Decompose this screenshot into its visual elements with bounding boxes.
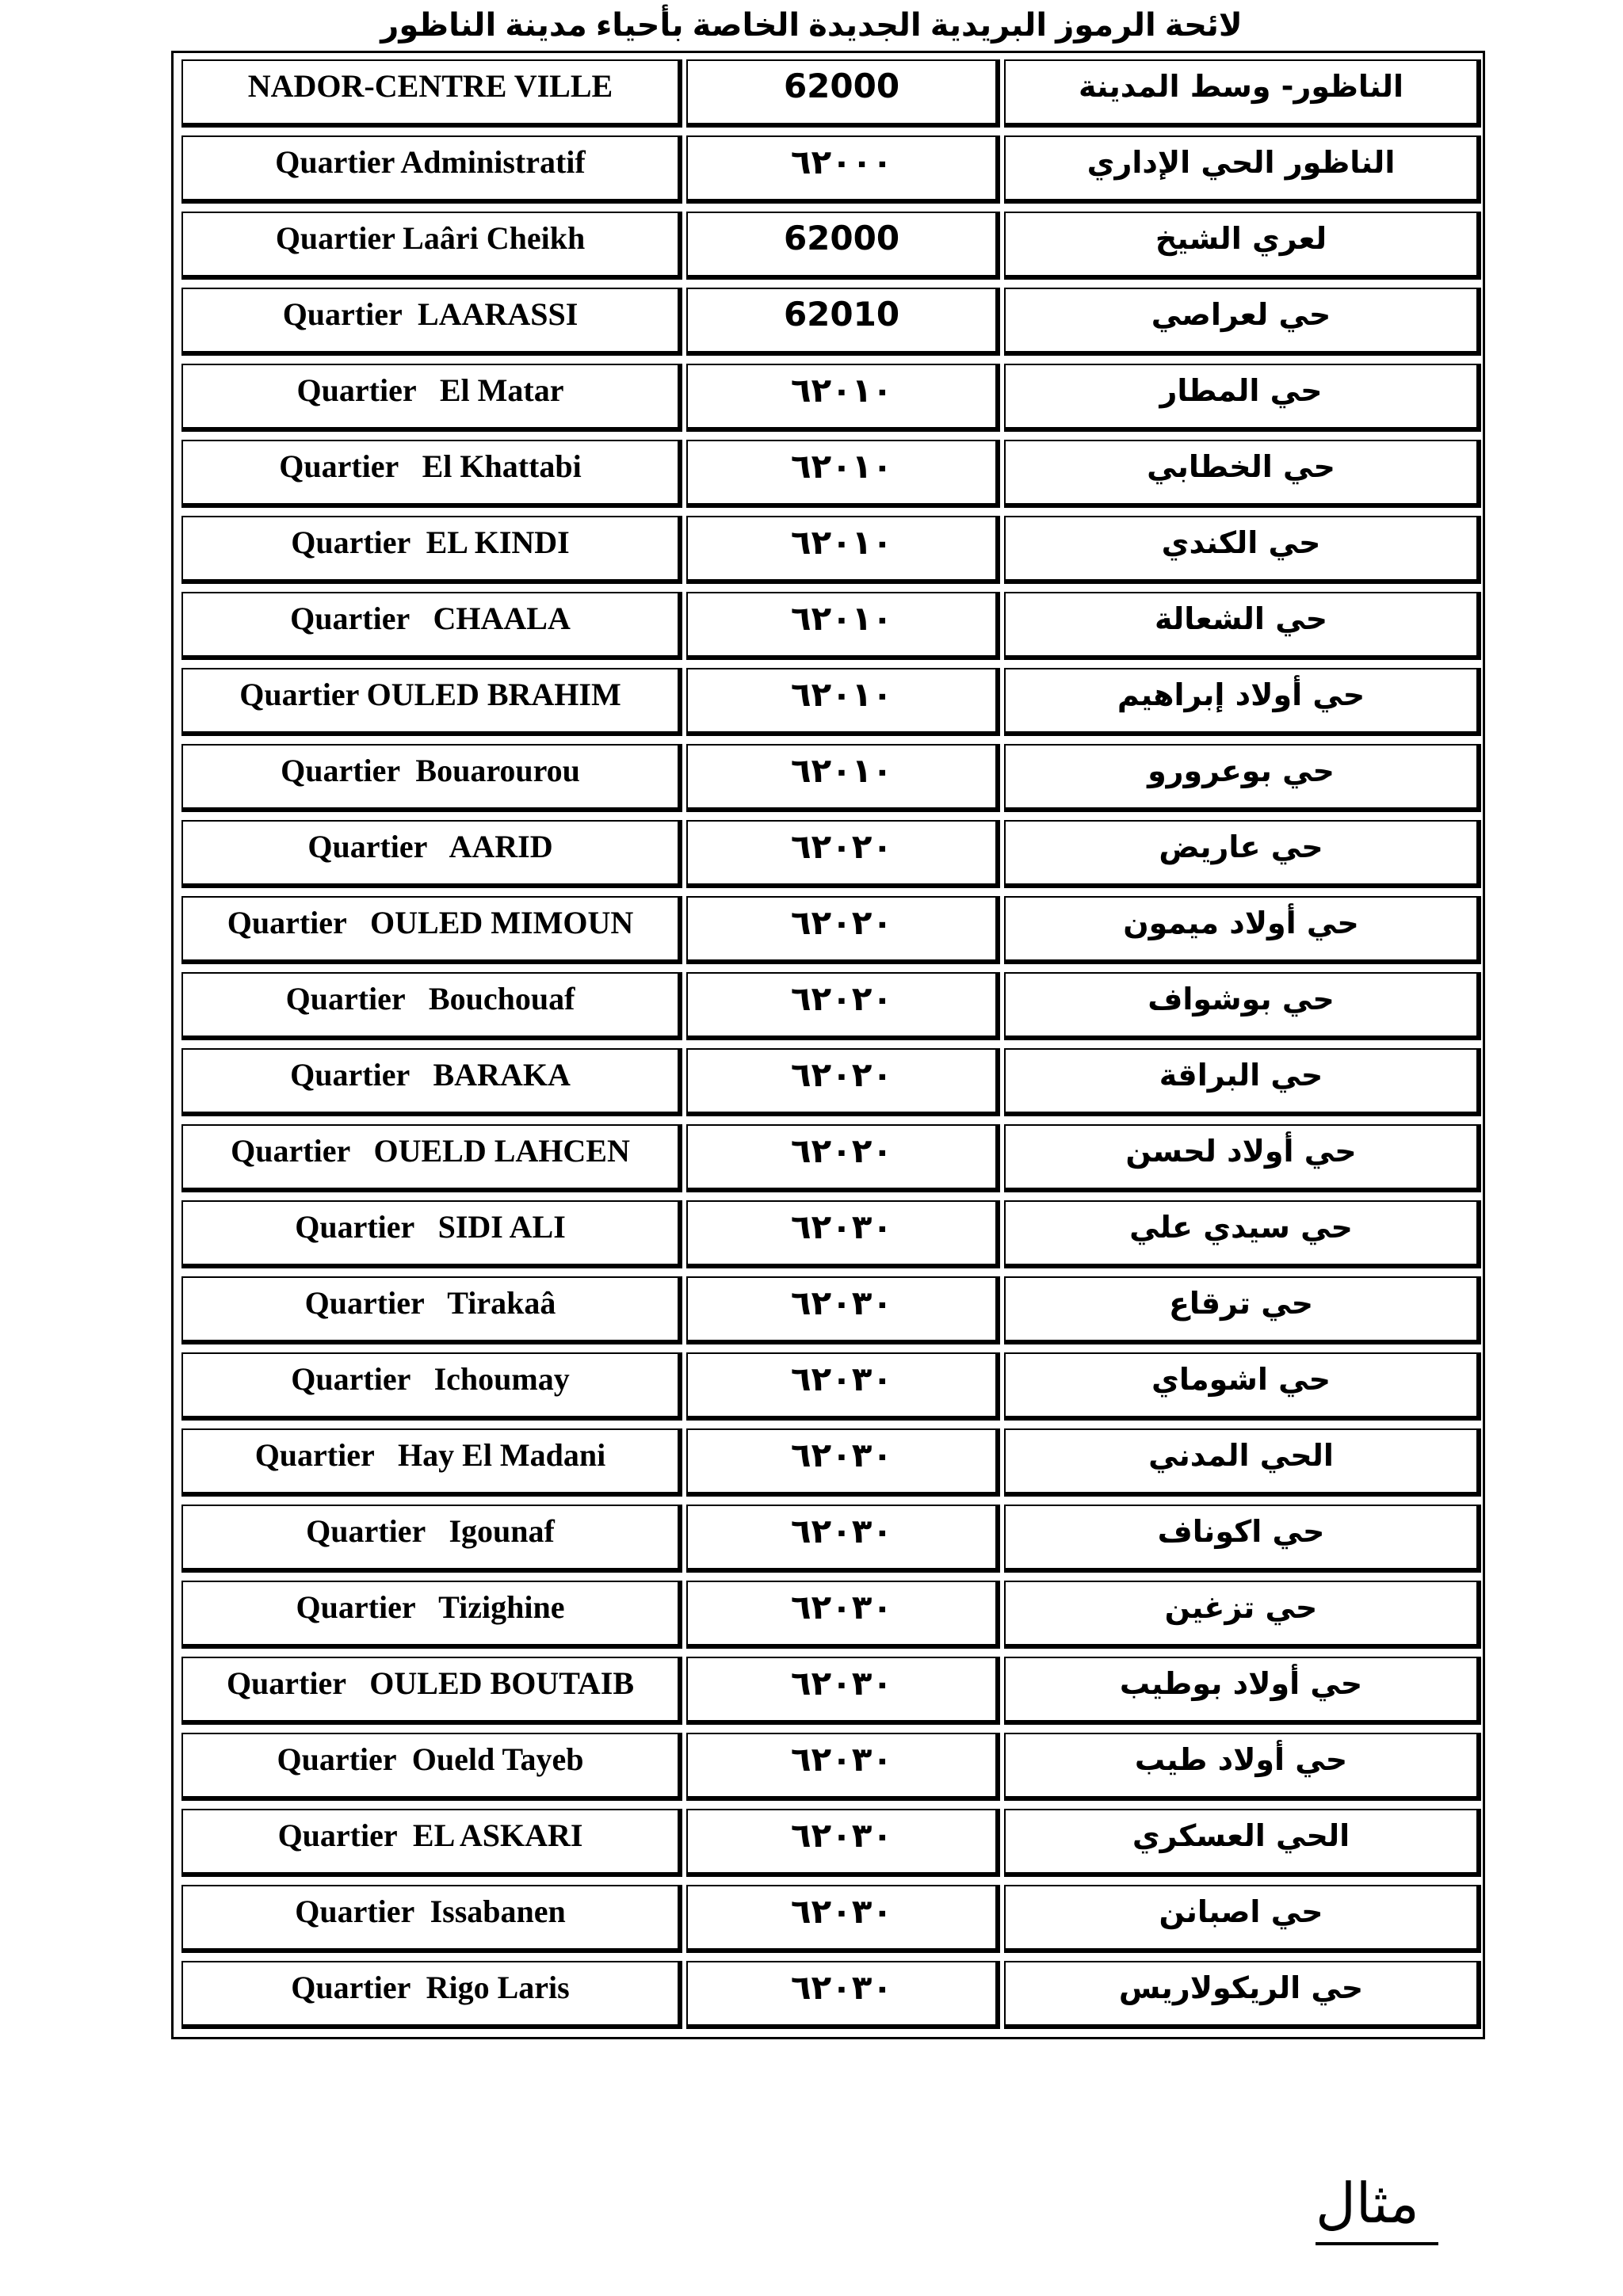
neighborhood-name-arabic: الحي المدني [1004,1428,1481,1497]
postal-code: ٦٢٠١٠ [686,440,1000,508]
neighborhood-name-arabic: حي أولاد طيب [1004,1733,1481,1801]
postal-code: ٦٢٠٣٠ [686,1657,1000,1725]
neighborhood-name-latin: Quartier EL ASKARI [181,1809,682,1877]
postal-code: ٦٢٠٣٠ [686,1809,1000,1877]
neighborhood-name-arabic: حي بوشواف [1004,972,1481,1040]
postal-code: ٦٢٠٣٠ [686,1961,1000,2029]
neighborhood-name-latin: Quartier Administratif [181,135,682,204]
postal-codes-table [171,51,1485,2039]
document-title: لائحة الرموز البريدية الجديدة الخاصة بأحياء مدينة الناظور [380,8,1243,43]
neighborhood-name-latin: Quartier SIDI ALI [181,1200,682,1268]
neighborhood-name-latin: Quartier OULED MIMOUN [181,896,682,964]
neighborhood-name-arabic: الناظور الحي الإداري [1004,135,1481,204]
neighborhood-name-latin: NADOR-CENTRE VILLE [181,59,682,128]
neighborhood-name-arabic: حي الشعالة [1004,592,1481,660]
postal-code: ٦٢٠١٠ [686,744,1000,812]
neighborhood-name-arabic: الحي العسكري [1004,1809,1481,1877]
neighborhood-name-latin: Quartier Ichoumay [181,1352,682,1421]
postal-code: ٦٢٠٣٠ [686,1885,1000,1953]
neighborhood-name-arabic: حي ترقاع [1004,1276,1481,1344]
postal-code: ٦٢٠٢٠ [686,1048,1000,1116]
neighborhood-name-latin: Quartier Hay El Madani [181,1428,682,1497]
neighborhood-name-latin: Quartier AARID [181,820,682,888]
neighborhood-name-arabic: حي سيدي علي [1004,1200,1481,1268]
neighborhood-name-latin: Quartier OULED BRAHIM [181,668,682,736]
neighborhood-name-latin: Quartier El Matar [181,364,682,432]
footer-underline [1316,2242,1438,2245]
neighborhood-name-arabic: حي أولاد لحسن [1004,1124,1481,1192]
neighborhood-name-latin: Quartier OUELD LAHCEN [181,1124,682,1192]
postal-code: ٦٢٠١٠ [686,364,1000,432]
neighborhood-name-latin: Quartier LAARASSI [181,288,682,356]
neighborhood-name-arabic: حي الكندي [1004,516,1481,584]
neighborhood-name-arabic: حي اشوماي [1004,1352,1481,1421]
neighborhood-name-latin: Quartier CHAALA [181,592,682,660]
postal-code: ٦٢٠٢٠ [686,1124,1000,1192]
neighborhood-name-latin: Quartier Tirakaâ [181,1276,682,1344]
neighborhood-name-arabic: حي أولاد ميمون [1004,896,1481,964]
neighborhood-name-latin: Quartier Laâri Cheikh [181,212,682,280]
neighborhood-name-latin: Quartier Issabanen [181,1885,682,1953]
postal-code: ٦٢٠٣٠ [686,1428,1000,1497]
postal-code: ٦٢٠٢٠ [686,896,1000,964]
postal-code: ٦٢٠٣٠ [686,1733,1000,1801]
neighborhood-name-latin: Quartier Bouchouaf [181,972,682,1040]
postal-code: ٦٢٠١٠ [686,668,1000,736]
postal-code: ٦٢٠٢٠ [686,820,1000,888]
neighborhood-name-arabic: حي لعراصي [1004,288,1481,356]
neighborhood-name-latin: Quartier Oueld Tayeb [181,1733,682,1801]
neighborhood-name-latin: Quartier Tizighine [181,1581,682,1649]
neighborhood-name-arabic: حي المطار [1004,364,1481,432]
neighborhood-name-latin: Quartier OULED BOUTAIB [181,1657,682,1725]
postal-code: ٦٢٠١٠ [686,516,1000,584]
neighborhood-name-latin: Quartier Rigo Laris [181,1961,682,2029]
postal-code: ٦٢٠٣٠ [686,1200,1000,1268]
postal-code: 62010 [686,288,1000,356]
postal-code: 62000 [686,212,1000,280]
neighborhood-name-arabic: حي أولاد بوطيب [1004,1657,1481,1725]
neighborhood-name-latin: Quartier BARAKA [181,1048,682,1116]
postal-code: ٦٢٠٣٠ [686,1505,1000,1573]
neighborhood-name-arabic: حي اكوناف [1004,1505,1481,1573]
neighborhood-name-arabic: حي الريكولاريس [1004,1961,1481,2029]
neighborhood-name-arabic: حي اصبانن [1004,1885,1481,1953]
postal-code: ٦٢٠٠٠ [686,135,1000,204]
postal-code: ٦٢٠٣٠ [686,1581,1000,1649]
postal-code: ٦٢٠٣٠ [686,1352,1000,1421]
postal-code: ٦٢٠٢٠ [686,972,1000,1040]
neighborhood-name-arabic: حي تزغين [1004,1581,1481,1649]
postal-code: ٦٢٠٣٠ [686,1276,1000,1344]
neighborhood-name-arabic: حي الخطابي [1004,440,1481,508]
neighborhood-name-latin: Quartier EL KINDI [181,516,682,584]
postal-code: ٦٢٠١٠ [686,592,1000,660]
neighborhood-name-latin: Quartier Bouarourou [181,744,682,812]
neighborhood-name-arabic: لعري الشيخ [1004,212,1481,280]
postal-code: 62000 [686,59,1000,128]
neighborhood-name-arabic: الناظور- وسط المدينة [1004,59,1481,128]
neighborhood-name-arabic: حي البراقة [1004,1048,1481,1116]
neighborhood-name-arabic: حي بوعرورو [1004,744,1481,812]
neighborhood-name-arabic: حي عاريض [1004,820,1481,888]
neighborhood-name-latin: Quartier El Khattabi [181,440,682,508]
footer-example-label: مثال [1316,2171,1419,2236]
neighborhood-name-arabic: حي أولاد إبراهيم [1004,668,1481,736]
neighborhood-name-latin: Quartier Igounaf [181,1505,682,1573]
